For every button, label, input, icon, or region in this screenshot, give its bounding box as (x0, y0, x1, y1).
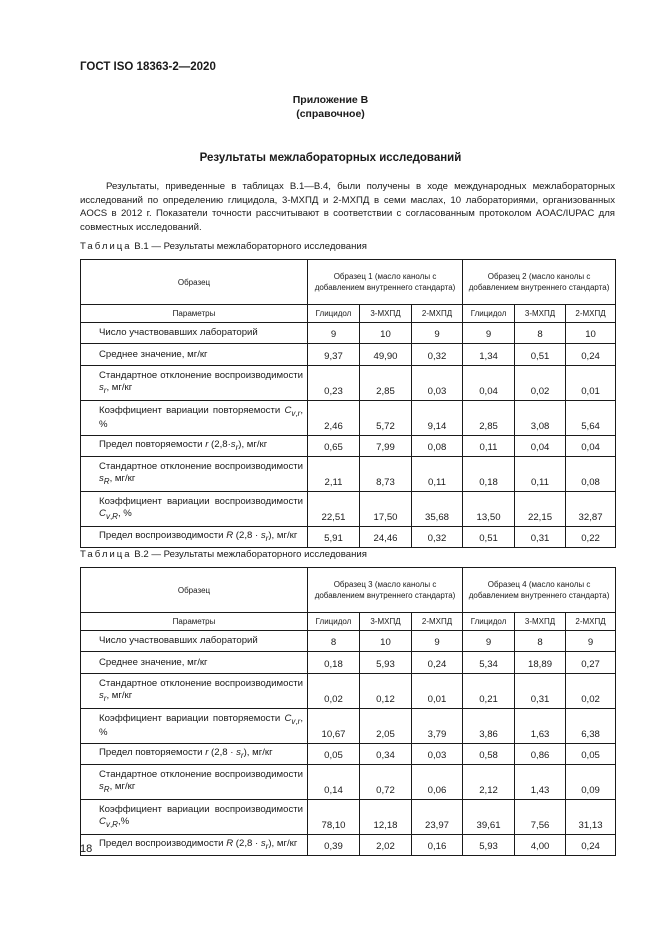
sample-header: Образец (81, 568, 308, 613)
column-header: 2-МХПД (566, 305, 616, 323)
table-row (81, 344, 616, 366)
cell-value: 22,15 (515, 492, 566, 527)
cell-value: 10 (360, 631, 412, 652)
column-header: 2-МХПД (566, 613, 616, 631)
cell-value: 8,73 (360, 457, 412, 492)
cell-value: 1,43 (515, 765, 566, 800)
table-row (81, 744, 616, 765)
row-label: Число участвовавших лабораторий (81, 631, 308, 652)
cell-value: 0,08 (566, 457, 616, 492)
params-header: Параметры (81, 613, 308, 631)
cell-value: 8 (515, 323, 566, 344)
table-caption-text: В.1 — Результаты межлабораторного исследования (134, 241, 367, 252)
row-label: Стандартное отклонение воспроизводимости $s_R$, мг/кг (81, 457, 308, 492)
cell-value: 2,85 (360, 366, 412, 401)
cell-value: 0,06 (412, 765, 463, 800)
cell-value: 9 (566, 631, 616, 652)
cell-value: 9,14 (412, 401, 463, 436)
table-row (81, 674, 616, 709)
column-header: Глицидол (308, 613, 360, 631)
cell-value: 0,12 (360, 674, 412, 709)
cell-value: 24,46 (360, 527, 412, 548)
cell-value: 0,31 (515, 527, 566, 548)
cell-value: 0,24 (566, 835, 616, 856)
table-row (81, 709, 616, 744)
table-row (81, 401, 616, 436)
cell-value: 0,51 (463, 527, 515, 548)
table-caption-word: Таблица (80, 241, 132, 252)
results-table-b2 (80, 567, 616, 856)
cell-value: 5,72 (360, 401, 412, 436)
table-row (81, 527, 616, 548)
table-row (81, 457, 616, 492)
cell-value: 7,56 (515, 800, 566, 835)
table-caption-word: Таблица (80, 549, 132, 560)
cell-value: 5,34 (463, 652, 515, 674)
cell-value: 0,32 (412, 527, 463, 548)
cell-value: 5,93 (463, 835, 515, 856)
table-header-row (81, 305, 616, 323)
table-row (81, 436, 616, 457)
cell-value: 12,18 (360, 800, 412, 835)
cell-value: 8 (308, 631, 360, 652)
cell-value: 0,24 (566, 344, 616, 366)
cell-value: 0,02 (308, 674, 360, 709)
table-row (81, 835, 616, 856)
cell-value: 6,38 (566, 709, 616, 744)
sample-group-header: Образец 3 (масло канолы с добавлением внутреннего стандарта) (308, 568, 463, 613)
table-row (81, 323, 616, 344)
cell-value: 0,01 (566, 366, 616, 401)
table-row (81, 765, 616, 800)
cell-value: 32,87 (566, 492, 616, 527)
row-label: Коэффициент вариации воспроизводимости $C_{v,R}$, % (81, 492, 308, 527)
section-title: Результаты межлабораторных исследований (199, 152, 462, 164)
cell-value: 2,12 (463, 765, 515, 800)
table-caption-b2 (80, 549, 367, 560)
cell-value: 0,02 (515, 366, 566, 401)
table-caption-b1 (80, 241, 367, 252)
cell-value: 10 (566, 323, 616, 344)
cell-value: 0,16 (412, 835, 463, 856)
cell-value: 0,09 (566, 765, 616, 800)
cell-value: 0,58 (463, 744, 515, 765)
cell-value: 8 (515, 631, 566, 652)
results-table-b1 (80, 259, 616, 548)
cell-value: 23,97 (412, 800, 463, 835)
sample-group-header: Образец 2 (масло канолы с добавлением внутреннего стандарта) (463, 260, 616, 305)
row-label: Коэффициент вариации воспроизводимости $C_{v,R},\%$ (81, 800, 308, 835)
cell-value: 0,05 (308, 744, 360, 765)
row-label: Число участвовавших лабораторий (81, 323, 308, 344)
cell-value: 0,72 (360, 765, 412, 800)
cell-value: 0,08 (412, 436, 463, 457)
cell-value: 0,11 (463, 436, 515, 457)
cell-value: 0,18 (463, 457, 515, 492)
cell-value: 3,79 (412, 709, 463, 744)
cell-value: 0,14 (308, 765, 360, 800)
column-header: Глицидол (308, 305, 360, 323)
cell-value: 7,99 (360, 436, 412, 457)
row-label: Коэффициент вариации повторяемости $C_{v,r}$, % (81, 401, 308, 436)
sample-header: Образец (81, 260, 308, 305)
cell-value: 2,46 (308, 401, 360, 436)
cell-value: 9 (308, 323, 360, 344)
table-row (81, 492, 616, 527)
table-header-row (81, 613, 616, 631)
cell-value: 0,34 (360, 744, 412, 765)
cell-value: 2,85 (463, 401, 515, 436)
table-row (81, 652, 616, 674)
intro-paragraph: Результаты, приведенные в таблицах В.1—В.4, были получены в ходе международных межлабораторных исследований по определению глицидола, 3-МХПД и 2-МХПД в семи маслах, 10 лабораториями, организованных AOCS в 2012 г. Показатели точности рассчитывают в соответствии с согласованным протоколом AOAC/IUPAC для совместных исследований. (80, 181, 615, 233)
row-label: Предел воспроизводимости R $(2,8 \cdot s_r)$, мг/кг (81, 835, 308, 856)
column-header: 3-МХПД (515, 613, 566, 631)
column-header: 2-МХПД (412, 613, 463, 631)
cell-value: 0,39 (308, 835, 360, 856)
cell-value: 0,86 (515, 744, 566, 765)
annex-heading (0, 93, 661, 121)
column-header: Глицидол (463, 613, 515, 631)
table-header-row (81, 568, 616, 613)
annex-subtitle: (справочное) (296, 108, 365, 120)
table-row (81, 800, 616, 835)
cell-value: 9 (463, 323, 515, 344)
row-label: Предел повторяемости r $(2,8\cdot s_r)$, мг/кг (81, 436, 308, 457)
cell-value: 0,21 (463, 674, 515, 709)
cell-value: 0,04 (566, 436, 616, 457)
row-label: Коэффициент вариации повторяемости $C_{v,r}$, % (81, 709, 308, 744)
row-label: Среднее значение, мг/кг (81, 652, 308, 674)
cell-value: 2,05 (360, 709, 412, 744)
cell-value: 10,67 (308, 709, 360, 744)
cell-value: 5,64 (566, 401, 616, 436)
table-row (81, 631, 616, 652)
row-label: Предел воспроизводимости R $(2,8 \cdot s_r)$, мг/кг (81, 527, 308, 548)
row-label: Стандартное отклонение воспроизводимости $s_R$, мг/кг (81, 765, 308, 800)
annex-title: Приложение В (292, 94, 369, 106)
column-header: 2-МХПД (412, 305, 463, 323)
row-label: Стандартное отклонение воспроизводимости $s_r$, мг/кг (81, 674, 308, 709)
cell-value: 2,11 (308, 457, 360, 492)
cell-value: 35,68 (412, 492, 463, 527)
cell-value: 1,34 (463, 344, 515, 366)
cell-value: 5,91 (308, 527, 360, 548)
column-header: Глицидол (463, 305, 515, 323)
sample-group-header: Образец 4 (масло канолы с добавлением внутреннего стандарта) (463, 568, 616, 613)
column-header: 3-МХПД (360, 305, 412, 323)
cell-value: 5,93 (360, 652, 412, 674)
cell-value: 9 (463, 631, 515, 652)
column-header: 3-МХПД (515, 305, 566, 323)
cell-value: 78,10 (308, 800, 360, 835)
page-number: 18 (80, 843, 93, 855)
row-label: Стандартное отклонение воспроизводимости $s_r$, мг/кг (81, 366, 308, 401)
cell-value: 22,51 (308, 492, 360, 527)
cell-value: 9 (412, 631, 463, 652)
table-caption-text: В.2 — Результаты межлабораторного исследования (134, 549, 367, 560)
cell-value: 0,32 (412, 344, 463, 366)
sample-group-header: Образец 1 (масло канолы с добавлением внутреннего стандарта) (308, 260, 463, 305)
cell-value: 0,04 (463, 366, 515, 401)
cell-value: 0,01 (412, 674, 463, 709)
table-header-row (81, 260, 616, 305)
cell-value: 0,11 (412, 457, 463, 492)
cell-value: 0,11 (515, 457, 566, 492)
row-label: Предел повторяемости r $(2,8 \cdot s_r)$, мг/кг (81, 744, 308, 765)
column-header: 3-МХПД (360, 613, 412, 631)
table-row (81, 366, 616, 401)
cell-value: 0,31 (515, 674, 566, 709)
cell-value: 17,50 (360, 492, 412, 527)
row-label: Среднее значение, мг/кг (81, 344, 308, 366)
cell-value: 13,50 (463, 492, 515, 527)
cell-value: 0,04 (515, 436, 566, 457)
cell-value: 18,89 (515, 652, 566, 674)
cell-value: 0,03 (412, 366, 463, 401)
cell-value: 0,18 (308, 652, 360, 674)
cell-value: 9 (412, 323, 463, 344)
cell-value: 49,90 (360, 344, 412, 366)
cell-value: 0,02 (566, 674, 616, 709)
cell-value: 3,86 (463, 709, 515, 744)
cell-value: 0,65 (308, 436, 360, 457)
cell-value: 31,13 (566, 800, 616, 835)
cell-value: 0,22 (566, 527, 616, 548)
cell-value: 2,02 (360, 835, 412, 856)
cell-value: 1,63 (515, 709, 566, 744)
cell-value: 3,08 (515, 401, 566, 436)
cell-value: 9,37 (308, 344, 360, 366)
cell-value: 0,03 (412, 744, 463, 765)
cell-value: 0,27 (566, 652, 616, 674)
cell-value: 0,51 (515, 344, 566, 366)
cell-value: 0,05 (566, 744, 616, 765)
cell-value: 10 (360, 323, 412, 344)
cell-value: 4,00 (515, 835, 566, 856)
document-header: ГОСТ ISO 18363-2—2020 (80, 61, 216, 73)
cell-value: 39,61 (463, 800, 515, 835)
cell-value: 0,24 (412, 652, 463, 674)
cell-value: 0,23 (308, 366, 360, 401)
params-header: Параметры (81, 305, 308, 323)
